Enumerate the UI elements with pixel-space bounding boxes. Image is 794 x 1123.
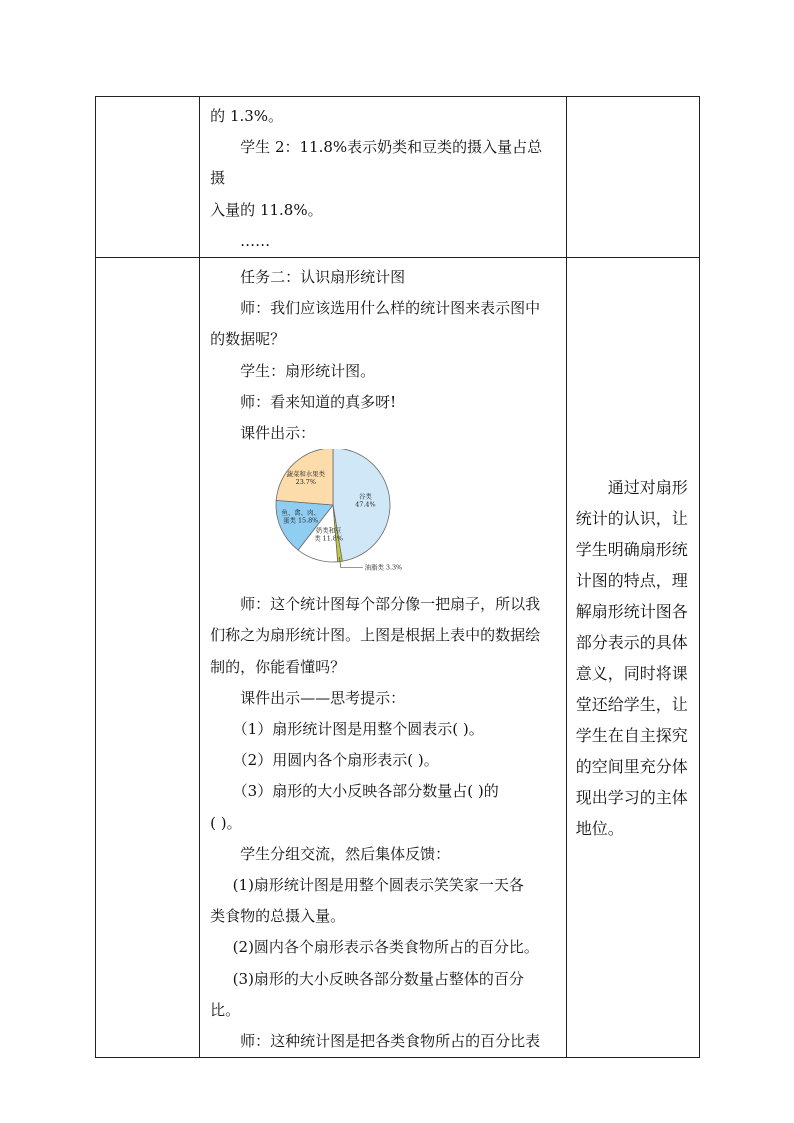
- text-line: ( )。: [210, 813, 242, 832]
- text-line: 制的，你能看懂吗？: [210, 657, 346, 676]
- pie-label-line: 鱼、禽、肉、: [281, 508, 321, 517]
- text-line: 学生：扇形统计图。: [240, 361, 376, 380]
- lesson-text-cell: [200, 97, 567, 258]
- pie-label-line: 23.7%: [295, 478, 317, 487]
- text-line: (1)扇形统计图是用整个圆表示笑笑家一天各: [232, 876, 524, 895]
- table-row: [96, 258, 700, 1058]
- note-line: 现出学习的主体: [575, 787, 688, 807]
- note-line: 统计的认识，让: [575, 508, 688, 528]
- pie-slice-label: 油脂类 3.3%: [364, 563, 403, 572]
- design-note: [576, 472, 693, 844]
- text-line: （2）用圆内各个扇形表示( )。: [232, 751, 439, 770]
- text-line: 师：这个统计图每个部分像一把扇子，所以我: [240, 595, 541, 614]
- design-note-cell: [566, 258, 699, 1058]
- lesson-text-cell: [200, 258, 567, 1058]
- text-line: 课件出示——思考提示：: [240, 688, 406, 707]
- pie-label-line: 类 11.8%: [314, 534, 344, 543]
- note-line: 学生在自主探究: [575, 725, 688, 745]
- note-line: 的空间里充分体: [575, 756, 688, 776]
- blank-cell: [96, 97, 200, 258]
- text-line: 们称之为扇形统计图。上图是根据上表中的数据绘: [210, 626, 541, 645]
- pie-slice-label: [314, 526, 343, 543]
- note-line: 堂还给学生，让: [575, 694, 688, 714]
- text-line: 课件出示：: [240, 424, 316, 443]
- note-line: 解扇形统计图各: [575, 601, 688, 621]
- note-line: 部分表示的具体: [575, 632, 688, 652]
- text-line: 入量的 11.8%。: [210, 200, 323, 219]
- pie-chart-figure: [210, 449, 557, 589]
- text-line: 学生 2：11.8%表示奶类和豆类的摄入量占总摄: [210, 138, 543, 188]
- text-line: 学生分组交流，然后集体反馈：: [240, 844, 451, 863]
- pie-label-line: 谷类: [359, 492, 372, 501]
- pie-label-line: 蔬菜和水果类: [286, 470, 326, 479]
- lesson-table: [95, 96, 700, 1058]
- text-line: 比。: [210, 1000, 241, 1019]
- text-line: (2)圆内各个扇形表示各类食物所占的百分比。: [232, 938, 539, 957]
- text-line: 师：我们应该选用什么样的统计图来表示图中: [240, 299, 541, 318]
- pie-chart: [261, 449, 481, 589]
- blank-cell: [96, 258, 200, 1058]
- text-line: ……: [240, 231, 271, 250]
- pie-label-line: 蛋类 15.8%: [283, 516, 319, 525]
- text-line: 的数据呢？: [210, 330, 286, 349]
- note-line: 通过对扇形: [607, 477, 688, 497]
- pie-slice-label: [282, 508, 320, 525]
- text-line: 任务二：认识扇形统计图: [240, 268, 406, 287]
- note-cell: [566, 97, 699, 258]
- note-line: 意义，同时将课: [575, 663, 688, 683]
- text-block: [210, 589, 557, 1057]
- text-block: [210, 262, 557, 449]
- text-line: （3）扇形的大小反映各部分数量占( )的: [232, 782, 499, 801]
- table-row: [96, 97, 700, 258]
- note-line: 地位。: [575, 818, 624, 838]
- text-line: 的 1.3%。: [210, 107, 284, 125]
- text-line: 师：这种统计图是把各类食物所占的百分比表: [240, 1032, 541, 1051]
- text-line: (3)扇形的大小反映各部分数量占整体的百分: [232, 969, 524, 988]
- text-line: （1）扇形统计图是用整个圆表示( )。: [232, 720, 484, 739]
- note-line: 计图的特点，理: [575, 570, 688, 590]
- text-line: 师：看来知道的真多呀!: [240, 392, 397, 411]
- note-line: 学生明确扇形统: [575, 539, 688, 559]
- pie-label-line: 奶类和豆: [315, 526, 342, 535]
- text-line: 类食物的总摄入量。: [210, 907, 346, 926]
- pie-label-line: 47.4%: [355, 500, 376, 509]
